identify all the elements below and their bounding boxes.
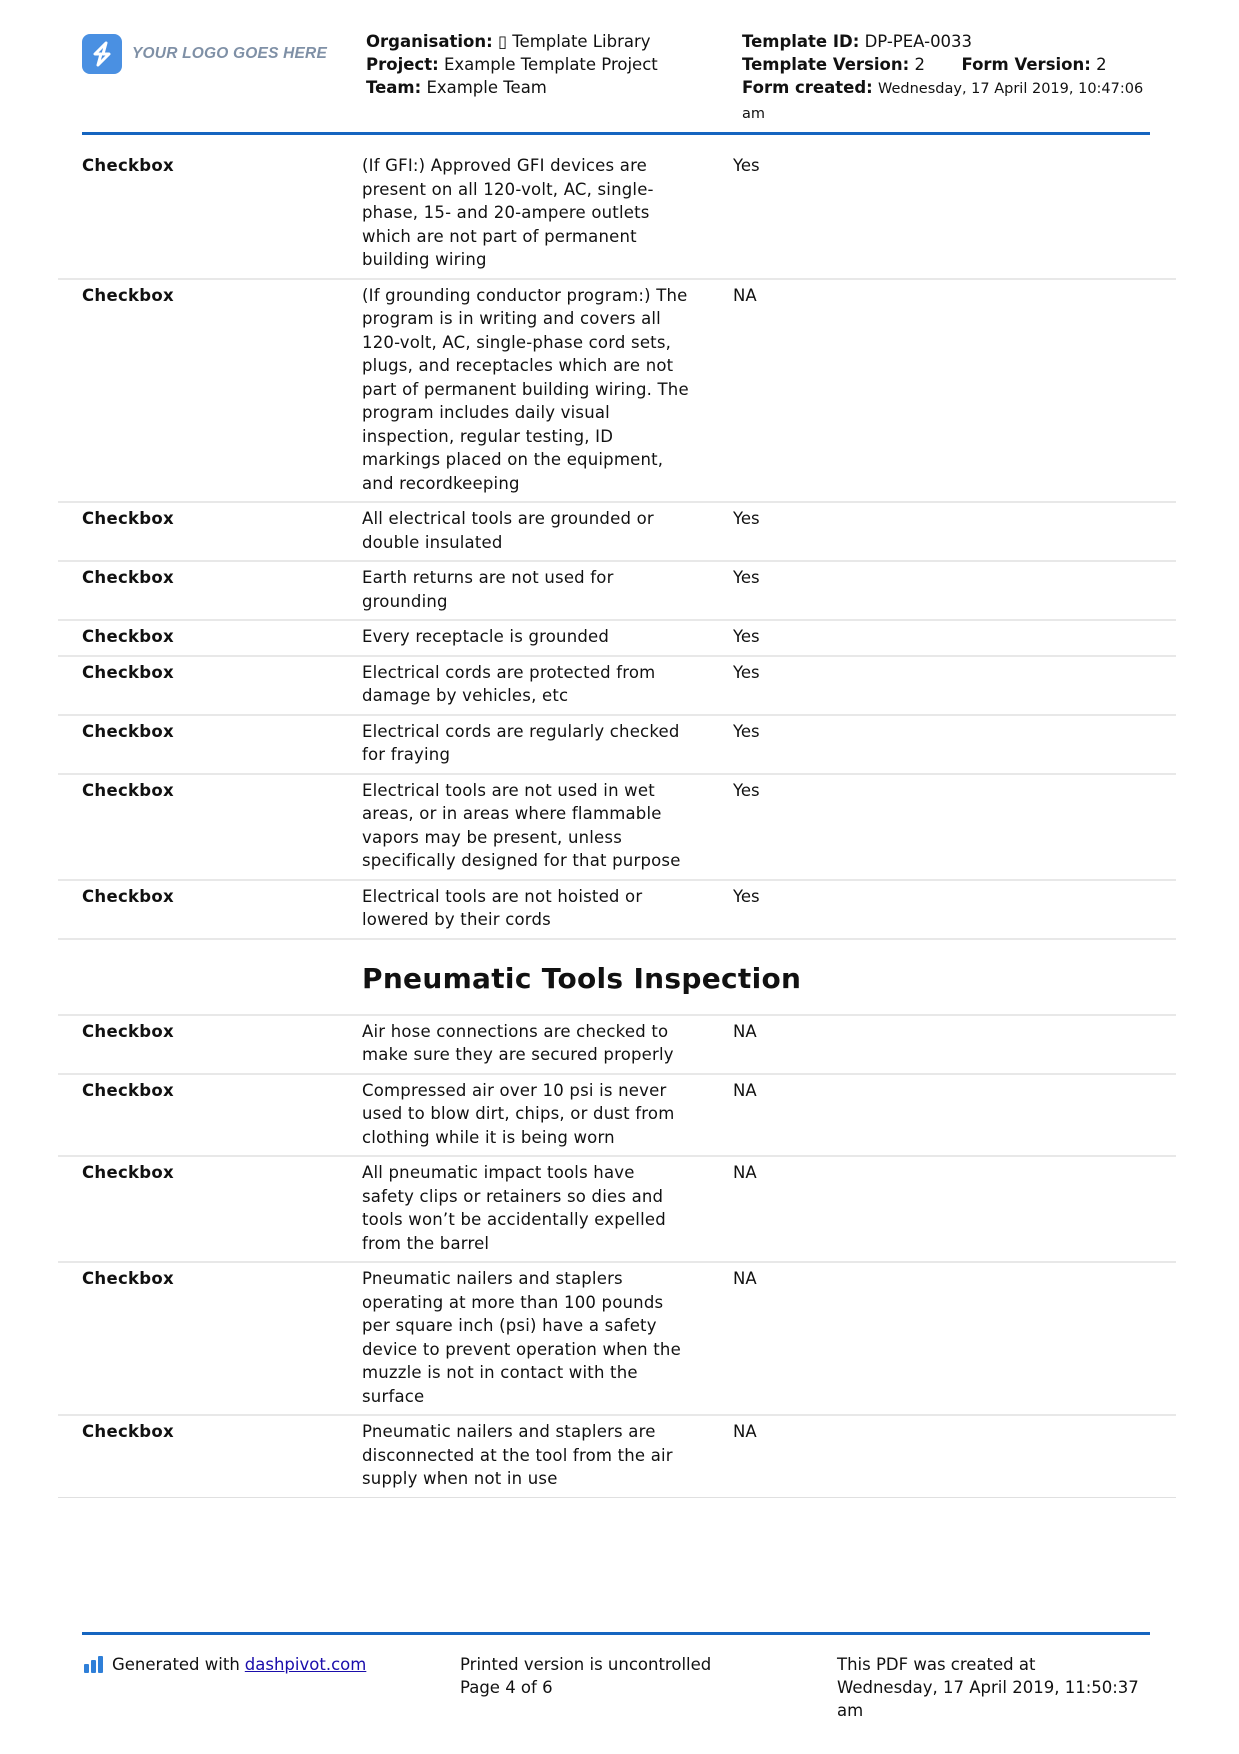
field-type: Checkbox	[82, 1163, 174, 1182]
answer-value: NA	[733, 285, 757, 305]
project-label: Project:	[366, 55, 439, 74]
field-type: Checkbox	[82, 1422, 174, 1441]
uncontrolled-note: Printed version is uncontrolled	[460, 1655, 712, 1674]
form-version-label: Form Version:	[961, 55, 1091, 74]
form-created-value: Wednesday, 17 April 2019, 10:47:06 am	[742, 81, 1144, 122]
field-type: Checkbox	[82, 780, 174, 800]
team-label: Team:	[366, 78, 422, 97]
field-type: Checkbox	[82, 886, 174, 906]
company-logo	[82, 34, 327, 74]
field-type: Checkbox	[82, 721, 174, 741]
table-row	[58, 716, 1176, 775]
table-row	[58, 657, 1176, 716]
form-created-label: Form created:	[742, 78, 873, 97]
pdf-created-date: Wednesday, 17 April 2019, 11:50:37 am	[837, 1678, 1139, 1720]
pdf-created-info	[837, 1653, 1157, 1722]
rows-pneumatic	[58, 1016, 1176, 1498]
table-row	[58, 775, 1176, 881]
answer-value: NA	[733, 1163, 757, 1182]
field-type: Checkbox	[82, 1021, 174, 1041]
header-meta-left	[366, 30, 726, 99]
field-type: Checkbox	[82, 285, 174, 305]
logo-icon	[82, 34, 122, 74]
answer-value: Yes	[733, 568, 760, 587]
question-text: Pneumatic nailers and staplers are disconnected at the tool from the air supply when not in use	[362, 1422, 673, 1488]
question-text: Compressed air over 10 psi is never used to blow dirt, chips, or dust from clothing while it is being worn	[362, 1080, 675, 1147]
table-row	[58, 1416, 1176, 1498]
table-row	[58, 1263, 1176, 1416]
template-id-label: Template ID:	[742, 32, 860, 51]
table-row	[58, 280, 1176, 504]
table-row	[58, 150, 1176, 280]
answer-value: Yes	[733, 662, 760, 682]
answer-value: Yes	[733, 780, 760, 800]
question-text: Pneumatic nailers and staplers operating at more than 100 pounds per square inch (psi) have a safety device to prevent operation when the muzzle is not in contact with the surface	[362, 1269, 681, 1406]
pdf-created-label: This PDF was created at	[837, 1655, 1036, 1674]
question-text: All pneumatic impact tools have safety clips or retainers so dies and tools won’t be accidentally expelled from the barrel	[362, 1163, 666, 1253]
answer-value: Yes	[733, 627, 760, 646]
form-version-value: 2	[1096, 55, 1107, 74]
page-footer	[82, 1632, 1150, 1725]
template-version-label: Template Version:	[742, 55, 910, 74]
question-text: Air hose connections are checked to make sure they are secured properly	[362, 1021, 674, 1064]
answer-value: NA	[733, 1269, 757, 1288]
question-text: Electrical cords are regularly checked for fraying	[362, 721, 680, 764]
template-id-value: DP-PEA-0033	[864, 32, 973, 51]
answer-value: NA	[733, 1021, 757, 1041]
question-text: Electrical tools are not hoisted or lowered by their cords	[362, 886, 643, 929]
generated-text: Generated with	[112, 1655, 240, 1674]
logo-text: YOUR LOGO GOES HERE	[132, 45, 327, 62]
print-info	[460, 1653, 800, 1699]
table-row	[58, 1075, 1176, 1158]
answer-value: NA	[733, 1080, 757, 1100]
generated-with	[84, 1653, 366, 1676]
answer-value: Yes	[733, 721, 760, 741]
table-row	[58, 1157, 1176, 1263]
dashpivot-link[interactable]: dashpivot.com	[244, 1655, 367, 1674]
section-title: Pneumatic Tools Inspection	[362, 961, 802, 995]
organisation-label: Organisation:	[366, 32, 493, 51]
question-text: (If GFI:) Approved GFI devices are present on all 120-volt, AC, single-phase, 15- and 20-ampere outlets which are not part of permanent building wiring	[362, 156, 654, 269]
question-text: Electrical tools are not used in wet areas, or in areas where flammable vapors may be present, unless specifically designed for that purpose	[362, 780, 681, 870]
field-type: Checkbox	[82, 1080, 174, 1100]
table-row	[58, 621, 1176, 657]
field-type: Checkbox	[82, 627, 174, 646]
header-meta-right	[742, 30, 1152, 126]
page-header	[82, 26, 1150, 135]
field-type: Checkbox	[82, 568, 174, 587]
dashpivot-icon	[84, 1656, 103, 1673]
table-row	[58, 881, 1176, 940]
answer-value: NA	[733, 1422, 757, 1441]
question-text: All electrical tools are grounded or double insulated	[362, 509, 654, 552]
team-value: Example Team	[426, 78, 547, 97]
section-header	[58, 940, 1176, 1016]
field-type: Checkbox	[82, 662, 174, 682]
project-value: Example Template Project	[443, 55, 658, 74]
field-type: Checkbox	[82, 509, 174, 528]
rows-electrical	[58, 150, 1176, 940]
answer-value: Yes	[733, 886, 760, 906]
question-text: (If grounding conductor program:) The program is in writing and covers all 120-volt, AC, single-phase cord sets, plugs, and receptacles which are not part of permanent building wiring. The program includes daily visual inspection, regular testing, ID markings placed on the equipment, and recordkeeping	[362, 285, 689, 493]
table-row	[58, 1016, 1176, 1075]
organisation-value: ▯ Template Library	[497, 32, 651, 51]
question-text: Every receptacle is grounded	[362, 627, 610, 646]
inspection-table	[58, 150, 1176, 1498]
field-type: Checkbox	[82, 156, 174, 175]
field-type: Checkbox	[82, 1269, 174, 1288]
table-row	[58, 503, 1176, 562]
page-number: Page 4 of 6	[460, 1678, 553, 1697]
question-text: Electrical cords are protected from damage by vehicles, etc	[362, 662, 656, 705]
answer-value: Yes	[733, 156, 760, 175]
answer-value: Yes	[733, 509, 760, 528]
question-text: Earth returns are not used for grounding	[362, 568, 614, 611]
template-version-value: 2	[914, 55, 925, 74]
table-row	[58, 562, 1176, 621]
